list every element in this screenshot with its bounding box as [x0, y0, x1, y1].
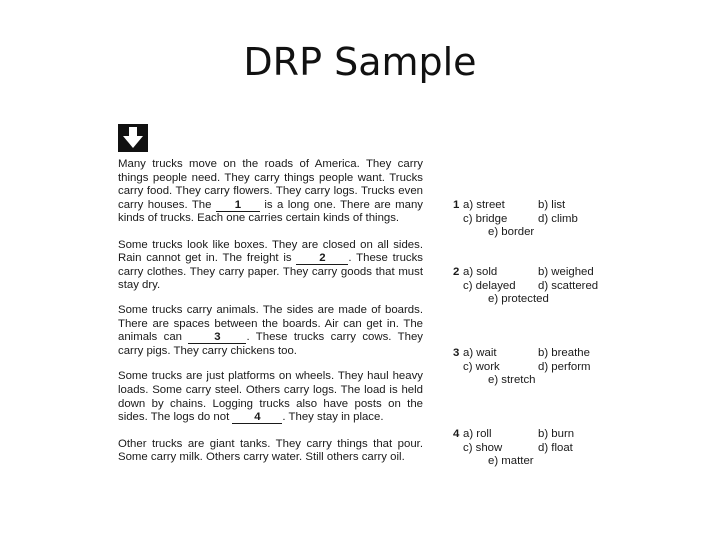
cloze-blank: 1 [216, 200, 260, 212]
choice-b[interactable]: b) burn [538, 428, 575, 440]
choice-d[interactable]: d) climb [538, 212, 578, 225]
choice-a[interactable]: a) roll [463, 428, 492, 440]
page-title: DRP Sample [243, 40, 477, 84]
choice-b[interactable]: b) weighed [538, 266, 594, 278]
paragraph-text: Some trucks look like boxes. They are closed on all sides. Rain cannot get in. The freight is [118, 238, 423, 265]
cloze-blank: 3 [188, 332, 246, 344]
choice-d[interactable]: d) perform [538, 360, 591, 373]
cloze-blank: 4 [232, 412, 282, 424]
question-number: 2 [453, 266, 460, 278]
paragraph-text: is a long one. There are many kinds of trucks. Each one carries certain kinds of things. [118, 198, 423, 225]
question-number: 4 [453, 428, 460, 440]
paragraph-text: . These trucks carry cows. They carry pigs. They carry chickens too. [118, 331, 423, 357]
paragraph-text: . They stay in place. [282, 411, 384, 424]
choice-c[interactable]: c) bridge [463, 212, 508, 225]
choice-c[interactable]: c) work [463, 360, 500, 373]
choice-a[interactable]: a) street [463, 199, 505, 211]
choice-e[interactable]: e) matter [488, 455, 534, 468]
reading-passage [118, 158, 423, 477]
cloze-blank: 2 [296, 253, 348, 265]
passage-paragraph [118, 438, 423, 465]
paragraph-text: Some trucks carry animals. The sides are made of boards. There are spaces between the boards. Air can get in. The animals can [118, 303, 423, 344]
passage-paragraph [118, 158, 423, 226]
down-arrow-icon [118, 124, 148, 152]
choice-d[interactable]: d) scattered [538, 279, 599, 292]
choice-c[interactable]: c) show [463, 441, 503, 454]
passage-paragraph [118, 370, 423, 424]
choice-b[interactable]: b) list [538, 199, 566, 211]
choice-e[interactable]: e) border [488, 226, 535, 239]
choice-e[interactable]: e) protected [488, 293, 549, 306]
choice-b[interactable]: b) breathe [538, 347, 590, 359]
choice-a[interactable]: a) sold [463, 266, 498, 278]
paragraph-text: . These trucks carry clothes. They carry paper. They carry goods that must stay dry. [118, 252, 424, 292]
choice-a[interactable]: a) wait [463, 347, 497, 359]
passage-paragraph [118, 239, 423, 293]
choice-e[interactable]: e) stretch [488, 374, 536, 387]
question-number: 3 [453, 347, 460, 359]
question-number: 1 [453, 199, 460, 211]
paragraph-text: Other trucks are giant tanks. They carry things that pour. Some carry milk. Others carry water. Still others carry oil. [118, 437, 423, 464]
paragraph-text: Many trucks move on the roads of America. They carry things people need. They carry things people want. Trucks carry food. They carry flowers. They carry logs. Trucks even carry houses. The [118, 158, 423, 211]
choice-d[interactable]: d) float [538, 441, 573, 454]
passage-paragraph [118, 304, 423, 358]
paragraph-text: Some trucks are just platforms on wheels. They haul heavy loads. Some carry steel. Others carry logs. The load is held down by chains. Logging trucks also have posts on the sides. The logs do not [118, 370, 423, 424]
choice-c[interactable]: c) delayed [463, 279, 516, 292]
